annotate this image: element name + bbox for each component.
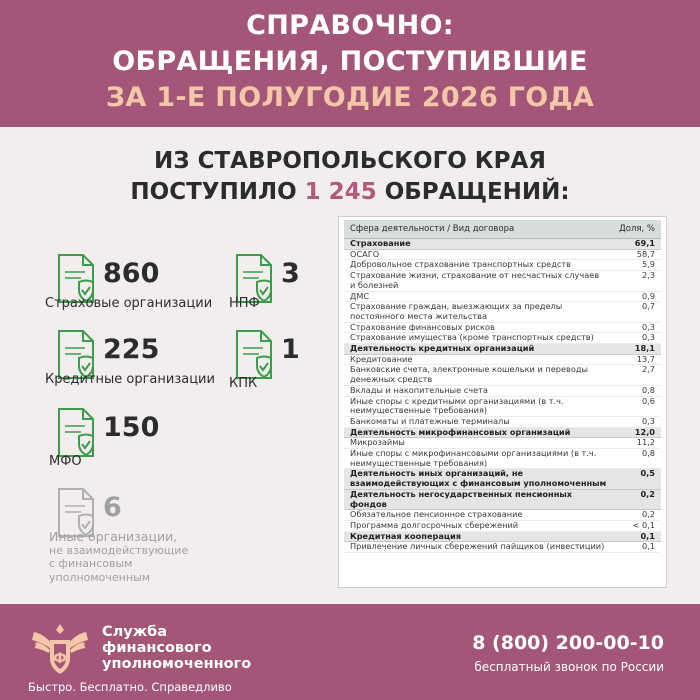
table-cell-share: 0,9 bbox=[641, 290, 655, 301]
table-cell-share: 0,3 bbox=[641, 321, 655, 332]
stat-insurance-label: Страховые организации bbox=[45, 296, 213, 311]
table-header-col2: Доля, % bbox=[619, 224, 655, 234]
brand-line: Служба bbox=[102, 624, 168, 640]
table-cell-name: Программа долгосрочных сбережений bbox=[350, 519, 519, 530]
table-cell-name: ДМС bbox=[350, 290, 370, 301]
table-row bbox=[344, 397, 661, 417]
table-cell-name: Обязательное пенсионное страхование bbox=[350, 509, 523, 520]
brand-line: финансового bbox=[102, 640, 212, 656]
table-cell-name: Деятельность микрофинансовых организаций bbox=[350, 426, 571, 437]
tagline: Быстро. Бесплатно. Справедливо bbox=[28, 680, 232, 694]
table-cell-name: Вклады и накопительные счета bbox=[350, 384, 488, 395]
table-cell-name: Банкоматы и платежные терминалы bbox=[350, 415, 510, 426]
table-cell-share: 0,7 bbox=[641, 301, 655, 312]
stat-other-label-line: с финансовым bbox=[49, 557, 133, 570]
table-cell-share: 0,1 bbox=[641, 541, 655, 552]
table-row bbox=[344, 271, 661, 291]
table-cell-share: 2,3 bbox=[641, 270, 655, 281]
table-cell-share: 0,8 bbox=[641, 448, 655, 459]
table-row bbox=[344, 542, 661, 553]
stat-npf-label: НПФ bbox=[229, 296, 260, 311]
table-row bbox=[344, 365, 661, 385]
document-check-icon bbox=[55, 406, 99, 460]
table-cell-name: Иные споры с кредитными организациями (в т.ч. неимущественные требования) bbox=[350, 395, 564, 416]
ombudsman-eagle-logo bbox=[28, 618, 92, 678]
table-cell-share: 0,2 bbox=[641, 509, 655, 520]
hotline-note: бесплатный звонок по России bbox=[474, 660, 664, 674]
stat-other-label-line: не взаимодействующие bbox=[49, 543, 189, 557]
table-cell-share: < 0,1 bbox=[632, 519, 655, 530]
svg-text:Ф: Ф bbox=[53, 651, 67, 667]
table-body bbox=[344, 239, 661, 553]
subtitle bbox=[0, 146, 700, 208]
table-cell-share: 0,3 bbox=[641, 415, 655, 426]
table-cell-name: Иные споры с микрофинансовыми организациями (в т.ч. неимущественные требования) bbox=[350, 448, 597, 468]
subtitle-suffix: ОБРАЩЕНИЙ: bbox=[384, 179, 570, 205]
table-category-row bbox=[344, 490, 661, 510]
stat-mfo-value: 150 bbox=[103, 412, 160, 443]
table-cell-share: 58,7 bbox=[636, 248, 655, 259]
table-cell-name: Деятельность иных организаций, не взаимодействующих с финансовым уполномоченным bbox=[350, 468, 607, 489]
table-category-row bbox=[344, 239, 661, 250]
table-cell-share: 11,2 bbox=[636, 437, 655, 448]
table-category-row bbox=[344, 469, 661, 489]
table-header-col1: Сфера деятельности / Вид договора bbox=[350, 224, 515, 234]
brand-name bbox=[102, 624, 251, 672]
table-cell-name: Деятельность негосударственных пенсионных фондов bbox=[350, 488, 573, 509]
table-cell-name: Страхование жизни, страхование от несчастных случаев и болезней bbox=[350, 270, 600, 290]
table-cell-share: 0,2 bbox=[640, 488, 655, 499]
header-title-line3: ЗА 1-Е ПОЛУГОДИЕ 2026 ГОДА bbox=[105, 82, 595, 113]
stat-other-label bbox=[49, 530, 188, 584]
table-cell-share: 0,8 bbox=[641, 384, 655, 395]
subtitle-line1: ИЗ СТАВРОПОЛЬСКОГО КРАЯ bbox=[154, 148, 546, 174]
stat-other-value: 6 bbox=[103, 492, 122, 523]
table-cell-name: Страхование имущества (кроме транспортных средств) bbox=[350, 332, 594, 343]
stat-credit-label: Кредитные организации bbox=[45, 372, 215, 387]
stat-other-label-line: Иные организации, bbox=[49, 529, 178, 544]
table-cell-name: Микрозаймы bbox=[350, 437, 405, 448]
table-cell-share: 69,1 bbox=[634, 238, 655, 248]
table-row bbox=[344, 449, 661, 469]
table-cell-share: 0,1 bbox=[640, 530, 655, 541]
table-header bbox=[344, 220, 661, 239]
table-cell-name: Страхование финансовых рисков bbox=[350, 321, 495, 332]
stat-credit-value: 225 bbox=[103, 334, 160, 365]
table-cell-share: 2,7 bbox=[641, 364, 655, 375]
stat-other-label-line: уполномоченным bbox=[49, 570, 151, 584]
table-row bbox=[344, 386, 661, 397]
table-cell-share: 12,0 bbox=[634, 426, 655, 437]
table-cell-name: Привлечение личных сбережений пайщиков (инвестиции) bbox=[350, 541, 605, 552]
header-title-line2: ОБРАЩЕНИЯ, ПОСТУПИВШИЕ bbox=[112, 46, 588, 77]
table-cell-name: Страхование bbox=[350, 238, 411, 248]
stat-insurance-value: 860 bbox=[103, 258, 160, 289]
table-cell-name: Кредитование bbox=[350, 353, 413, 364]
subtitle-line2 bbox=[0, 177, 700, 208]
stat-kpk-value: 1 bbox=[281, 334, 300, 365]
header-title-line1: СПРАВОЧНО: bbox=[246, 10, 454, 41]
table-cell-share: 0,3 bbox=[641, 332, 655, 343]
share-table bbox=[338, 216, 667, 588]
stat-kpk-label: КПК bbox=[229, 376, 258, 391]
table-cell-share: 18,1 bbox=[634, 343, 655, 354]
subtitle-prefix: ПОСТУПИЛО bbox=[130, 179, 297, 205]
table-cell-name: Банковские счета, электронные кошельки и переводы денежных средств bbox=[350, 364, 588, 385]
table-cell-share: 0,5 bbox=[640, 468, 655, 479]
table-cell-share: 0,6 bbox=[641, 395, 655, 406]
hotline-phone[interactable]: 8 (800) 200-00-10 bbox=[472, 632, 664, 654]
table-cell-share: 5,9 bbox=[641, 259, 655, 270]
table-cell-share: 13,7 bbox=[636, 353, 655, 364]
table-cell-name: Деятельность кредитных организаций bbox=[350, 343, 535, 354]
footer bbox=[0, 604, 700, 700]
table-cell-name: Страхование граждан, выезжающих за пределы постоянного места жительства bbox=[350, 301, 563, 321]
table-row bbox=[344, 302, 661, 322]
subtitle-total: 1 245 bbox=[304, 179, 377, 205]
stat-mfo-label: МФО bbox=[49, 454, 82, 469]
table-cell-name: Добровольное страхование транспортных средств bbox=[350, 259, 571, 270]
stat-npf-value: 3 bbox=[281, 258, 300, 289]
brand-line: уполномоченного bbox=[102, 656, 252, 672]
header-banner bbox=[0, 0, 700, 127]
document-check-icon bbox=[233, 328, 277, 382]
table-cell-name: Кредитная кооперация bbox=[350, 530, 461, 541]
table-cell-name: ОСАГО bbox=[350, 248, 380, 259]
